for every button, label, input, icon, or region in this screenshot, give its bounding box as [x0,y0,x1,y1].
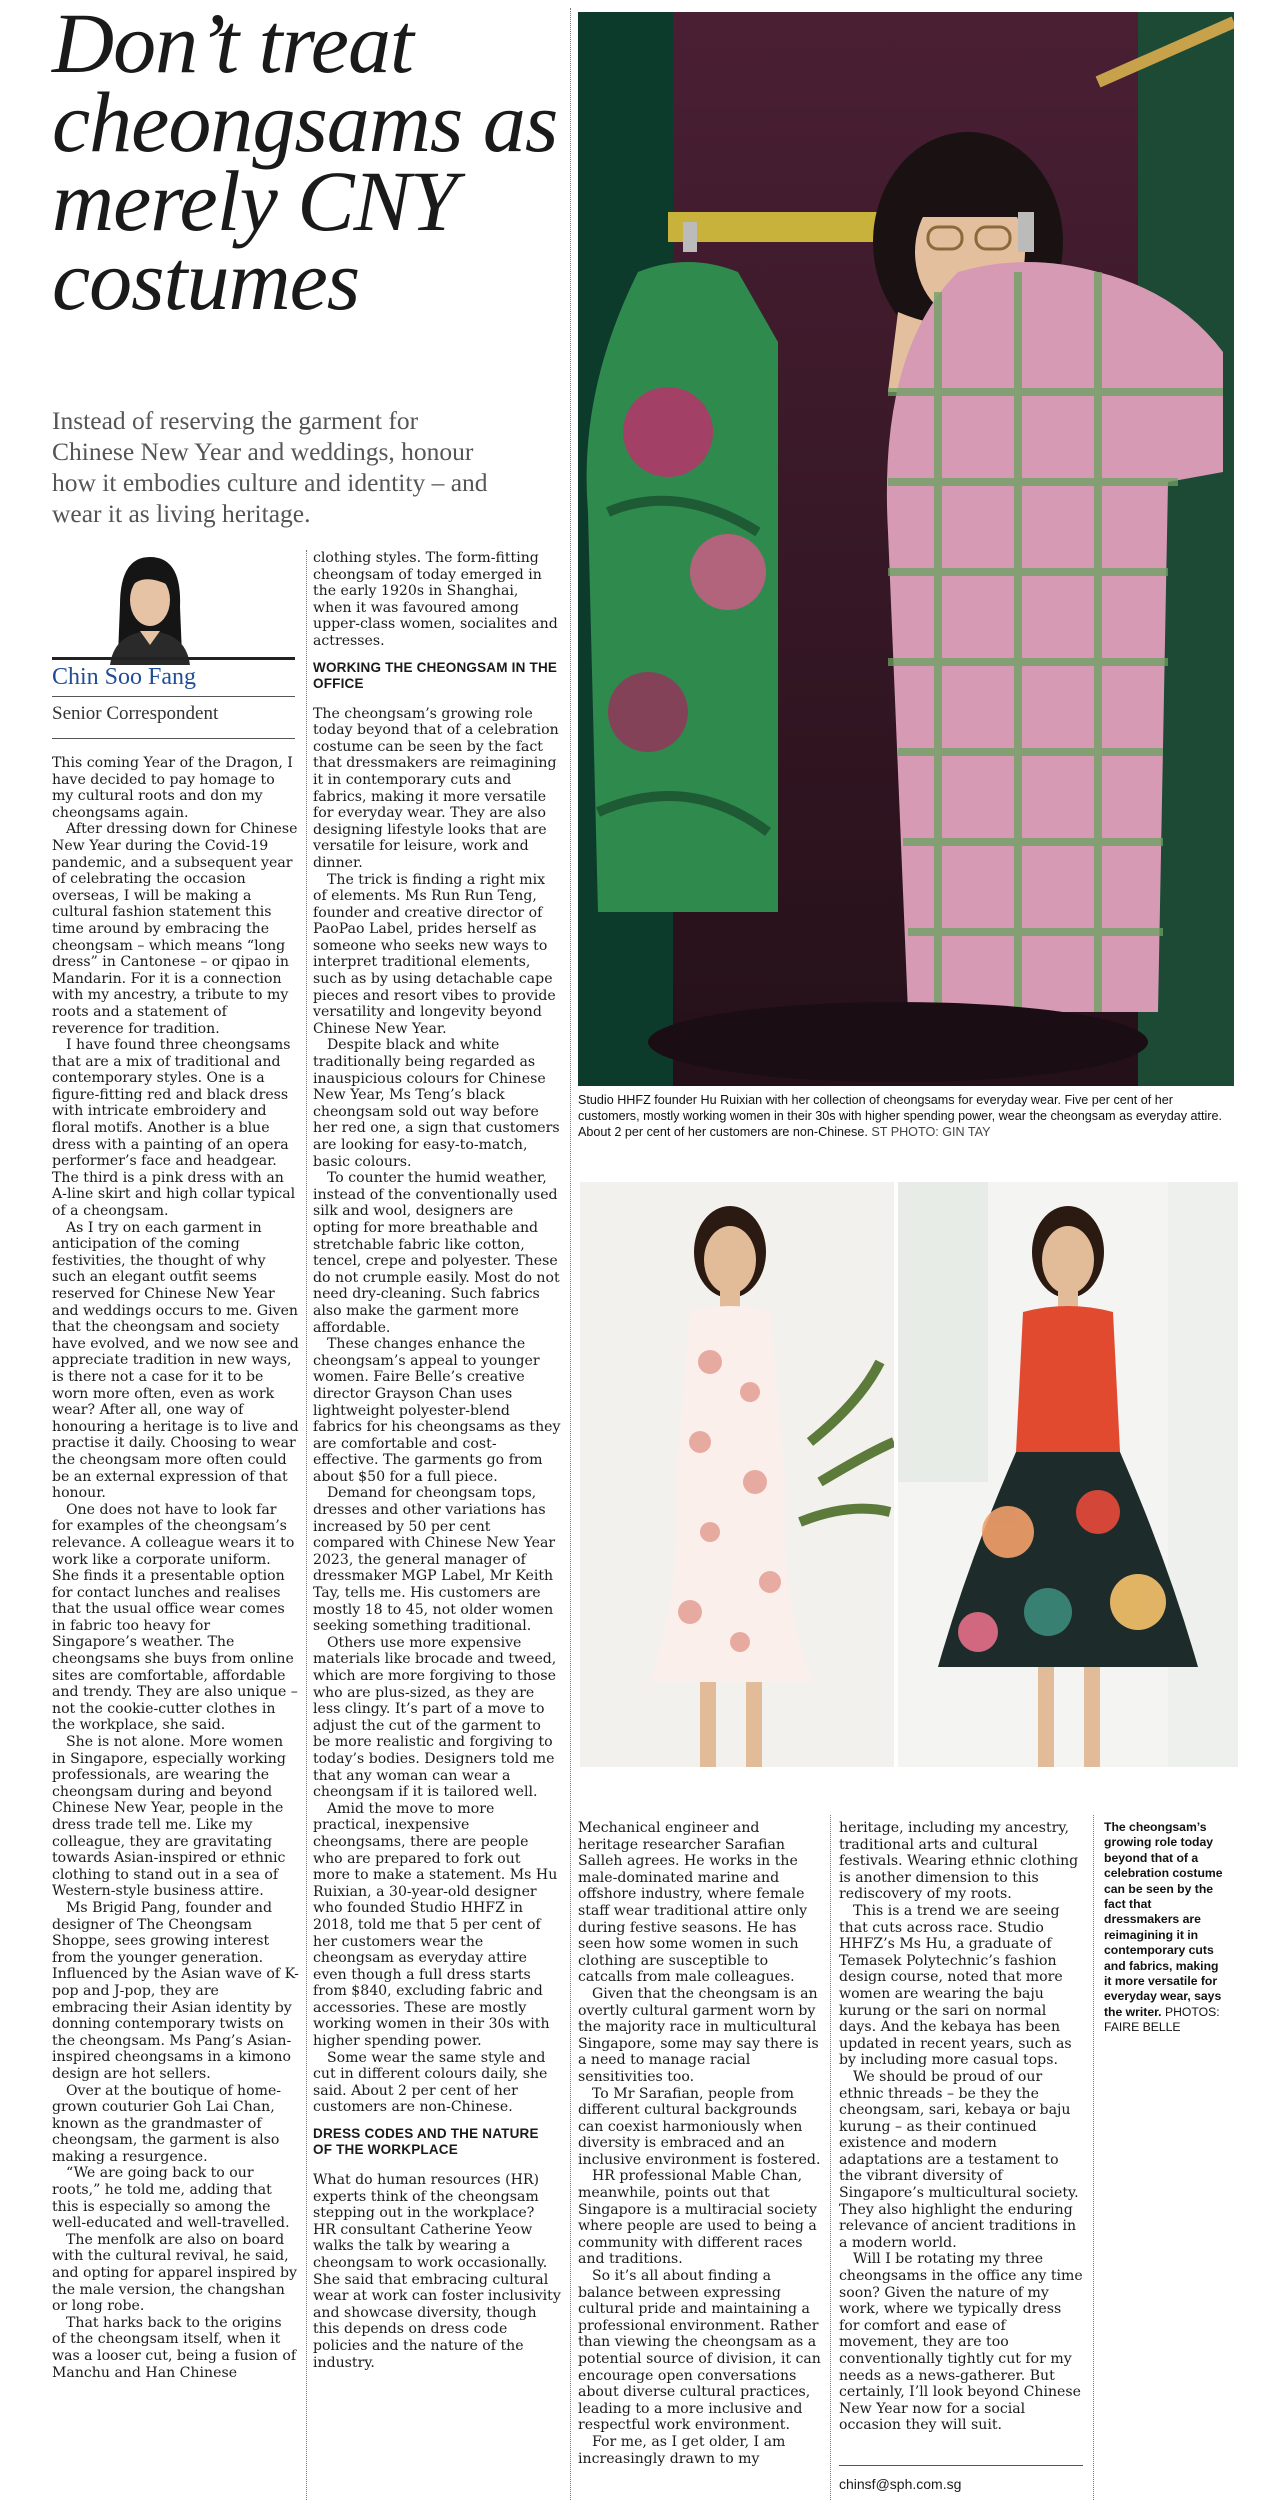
paragraph: To counter the humid weather, instead of the conventionally used silk and wool, designers are opting for more breathable and stretchable fabric like cotton, tencel, crepe and polyester. These do not crumple easily. Most do not need dry-cleaning. Such fabrics also make the garment more affordable. [313,1170,560,1336]
model-photo-white-dress [580,1182,894,1767]
paragraph: Over at the boutique of home-grown couturier Goh Lai Chan, known as the grandmaster of cheongsam, the garment is also making a resurgence. [52,2082,282,2165]
main-photo [578,12,1234,1086]
column-divider [306,550,307,2500]
paragraph: What do human resources (HR) experts think of the cheongsam stepping out in the workplace? HR consultant Catherine Yeow walks the talk by wearing a cheongsam to work occasionally. She said that embracing cultural wear at work can foster inclusivity and showcase diversity, though this depends on dress code policies and the nature of the industry. [313,2172,561,2371]
paragraph: So it’s all about finding a balance between expressing cultural pride and maintaining a professional environment. Rather than viewing the cheongsam as a potential source of division, it can encourage open conversations about diverse cultural practices, leading to a more inclusive and respectful work environment. [578,2268,821,2434]
paragraph: She is not alone. More women in Singapore, especially working professionals, are wearing the cheongsam during and beyond Chinese New Year, people in the dress trade tell me. Like my colleague, they are gravitating towards Asian-inspired or ethnic clothing to stand out in a sea of Western-style business attire. [52,1734,286,1900]
paragraph: For me, as I get older, I am increasingly drawn to my [578,2433,786,2467]
caption-text: Studio HHFZ founder Hu Ruixian with her collection of cheongsams for everyday wear. Five per cent of her customers, mostly working women in their 30s with higher spending power, wear the cheongsam as everyday attire. About 2 per cent of her customers are non-Chinese. [578,1093,1222,1139]
paragraph: The trick is finding a right mix of elements. Ms Run Run Teng, founder and creative director of PaoPao Label, prides herself as someone who seeks new ways to interpret traditional elements, such as by using detachable cape pieces and resort vibes to provide versatility and longevity beyond Chinese New Year. [313,871,556,1037]
paragraph: Others use more expensive materials like brocade and tweed, which are more forgiving to those who are plus-sized, as they are less clingy. It’s part of a move to adjust the cut of the garment to be more realistic and forgiving to today’s bodies. Designers told me that any woman can wear a cheongsam if it is tailored well. [313,1634,557,1801]
caption-text: The cheongsam’s growing role today beyond that of a celebration costume can be seen by the fact that dressmakers are reimagining it in contemporary cuts and fabrics, making it more versatile for everyday wear, says the writer. [1104,1820,1223,2019]
column-divider [830,1815,831,2500]
author-name: Chin Soo Fang [52,664,197,690]
headline: Don’t treat cheongsams as merely CNY costumes [52,0,558,328]
article-column-2 [313,550,561,2371]
subheading: DRESS CODES AND THE NATURE OF THE WORKPLACE [313,2126,539,2158]
byline-divider [52,696,295,697]
author-role: Senior Correspondent [52,703,219,724]
author-portrait [90,545,210,665]
paragraph: One does not have to look far for examples of the cheongsam’s relevance. A colleague wears it to work like a corporate uniform. She finds it a presentable option for contact lunches and realises that the usual office wear comes in fabric too heavy for Singapore’s weather. The cheongsams she buys from online sites are comfortable, affordable and trendy. They are also unique – not the cookie-cutter clothes in the workplace, she said. [52,1501,298,1734]
paragraph: That harks back to the origins of the cheongsam itself, when it was a looser cut, being a fusion of Manchu and Han Chinese [52,2314,297,2381]
paragraph: Despite black and white traditionally being regarded as inauspicious colours for Chinese New Year, Ms Teng’s black cheongsam sold out way before her red one, a sign that customers are looking for easy-to-match, basic colours. [313,1037,560,1170]
paragraph: Some wear the same style and cut in different colours daily, she said. About 2 per cent of her customers are non-Chinese. [313,2049,548,2116]
paragraph: “We are going back to our roots,” he told me, adding that this is especially so among the well-educated and well-travelled. [52,2165,290,2232]
paragraph: This is a trend we are seeing that cuts across race. Studio HHFZ’s Ms Hu, a graduate of Temasek Polytechnic’s fashion design course, noted that more women are wearing the baju kurung or the sari on normal days. And the kebaya has been updated in recent years, such as by including more casual tops. [839,1902,1072,2069]
paragraph: As I try on each garment in anticipation of the coming festivities, the thought of why such an elegant outfit seems reserved for Chinese New Year and weddings occurs to me. Given that the cheongsam and society have evolved, and we now see and appreciate tradition in new ways, is there not a case for it to be worn more often, even as work wear? After all, one way of honouring a heritage is to live and practise it daily. Choosing to wear the cheongsam more often could be an external expression of that honour. [52,1219,299,1502]
paragraph: We should be proud of our ethnic threads – be they the cheongsam, sari, kebaya or baju kurung – as their continued existence and modern adaptations are a testament to the vibrant diversity of Singapore’s multicultural society. They also highlight the enduring relevance of ancient traditions in a modern world. [839,2068,1079,2251]
column-divider [1093,1815,1094,2500]
signoff-rule [839,2465,1083,2466]
column-divider [570,8,571,2500]
paragraph: HR professional Mable Chan, meanwhile, points out that Singapore is a multiracial society where people are used to being a community with different races and traditions. [578,2168,817,2268]
paragraph: Will I be rotating my three cheongsams in the office any time soon? Given the nature of my work, where we typically dress for comfort and ease of movement, they are too conventionally tightly cut for my needs as a news-gatherer. But certainly, I’ll look beyond Chinese New Year now for a social occasion they will suit. [839,2251,1083,2434]
subheading: WORKING THE CHEONGSAM IN THE OFFICE [313,659,558,691]
paragraph: I have found three cheongsams that are a mix of traditional and contemporary styles. One is a figure-fitting red and black dress with intricate embroidery and floral motifs. Another is a blue dress with a painting of an opera performer’s face and headgear. The third is a pink dress with an A-line skirt and high collar typical of a cheongsam. [52,1037,296,1220]
standfirst: Instead of reserving the garment for Chinese New Year and weddings, honour how it embodies culture and identity – and wear it as living heritage. [52,406,488,528]
byline-divider [52,738,295,739]
author-email[interactable]: chinsf@sph.com.sg [839,2476,962,2492]
photo-credit: PHOTOS: FAIRE BELLE [1104,2004,1220,2035]
paragraph: Given that the cheongsam is an overtly cultural garment worn by the majority race in multicultural Singapore, some may say there is a need to manage racial sensitivities too. [578,1985,819,2085]
paragraph: clothing styles. The form-fitting cheongsam of today emerged in the early 1920s in Shanghai, when it was favoured among upper-class women, socialites and actresses. [313,550,558,649]
paragraph: Amid the move to more practical, inexpensive cheongsams, there are people who are prepared to fork out more to make a statement. Ms Hu Ruixian, a 30-year-old designer who founded Studio HHFZ in 2018, told me that 5 per cent of her customers wear the cheongsam as everyday attire even though a full dress starts from $840, excluding fabric and accessories. These are mostly working women in their 30s with higher spending power. [313,1800,558,2050]
paragraph: This coming Year of the Dragon, I have decided to pay homage to my cultural roots and don my cheongsams again. [52,755,293,821]
paragraph: These changes enhance the cheongsam’s appeal to younger women. Faire Belle’s creative director Grayson Chan uses lightweight polyester-blend fabrics for his cheongsams as they are comfortable and cost-effective. The garments go from about $50 for a full piece. [313,1336,561,1485]
photo-credit: ST PHOTO: GIN TAY [871,1125,991,1139]
article-column-3 [578,1820,822,2467]
article-column-1 [52,755,299,2381]
paragraph: Demand for cheongsam tops, dresses and other variations has increased by 50 per cent compared with Chinese New Year 2023, the general manager of dressmaker MGP Label, Mr Keith Tay, tells me. His customers are mostly 18 to 45, not older women seeking something traditional. [313,1485,556,1635]
article-column-4 [839,1820,1085,2434]
main-photo-caption [578,1092,1234,1140]
paragraph: Mechanical engineer and heritage researcher Sarafian Salleh agrees. He works in the male-dominated marine and offshore industry, where female staff wear traditional attire only during festive seasons. He has seen how some women in such clothing are susceptible to catcalls from male colleagues. [578,1820,808,1986]
paragraph: Ms Brigid Pang, founder and designer of The Cheongsam Shoppe, sees growing interest from the younger generation. Influenced by the Asian wave of K-pop and J-pop, they are embracing their Asian identity by donning contemporary twists on the cheongsam. Ms Pang’s Asian-inspired cheongsams in a kimono design are hot sellers. [52,1899,299,2082]
paragraph: heritage, including my ancestry, traditional arts and cultural festivals. Wearing ethnic clothing is another dimension to this rediscovery of my roots. [839,1820,1079,1903]
paragraph: The menfolk are also on board with the cultural revival, he said, and opting for apparel inspired by the male version, the changshan or long robe. [52,2231,297,2315]
model-photo-red-floral-dress [898,1182,1238,1767]
paragraph: After dressing down for Chinese New Year during the Covid-19 pandemic, and a subsequent year of celebrating the occasion overseas, I will be making a cultural fashion statement this time around by embracing the cheongsam – which means “long dress” in Cantonese – or qipao in Mandarin. For it is a connection with my ancestry, a tribute to my roots and a statement of reverence for tradition. [52,821,298,1037]
paragraph: The cheongsam’s growing role today beyond that of a celebration costume can be seen by the fact that dressmakers are reimagining it in contemporary cuts and fabrics, making it more versatile for everyday wear. They are also designing lifestyle looks that are versatile for leisure, work and dinner. [313,705,559,871]
paragraph: To Mr Sarafian, people from different cultural backgrounds can coexist harmoniously when diversity is embraced and an inclusive environment is fostered. [578,2085,821,2168]
side-photo-caption [1104,1820,1224,2036]
byline-rule [52,657,295,660]
